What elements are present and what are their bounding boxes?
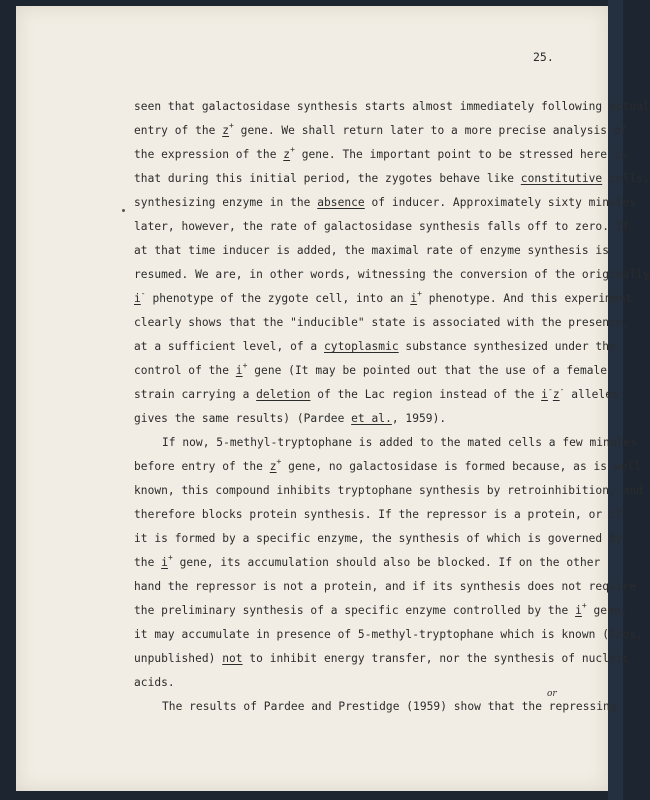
text-line: the i+ gene, its accumulation should also be blocked. If on the other [134,553,601,569]
text-line: known, this compound inhibits tryptophane synthesis by retroinhibition, and [134,484,643,497]
text-line: therefore blocks protein synthesis. If the repressor is a protein, or if [134,508,623,521]
text-line: at a sufficient level, of a cytoplasmic substance synthesized under the [134,340,616,353]
text-line: i- phenotype of the zygote cell, into an i+ phenotype. And this experiment [134,289,633,305]
handwritten-annotation: or [547,689,557,699]
text-line: the preliminary synthesis of a specific enzyme controlled by the i+ gene, [134,601,628,617]
text-line: seen that galactosidase synthesis starts almost immediately following actual [134,100,650,113]
text-line: at that time inducer is added, the maximal rate of enzyme synthesis is [134,244,609,257]
text-line: later, however, the rate of galactosidase synthesis falls off to zero. If [134,220,630,233]
text-line: synthesizing enzyme in the absence of inducer. Approximately sixty minutes [134,196,637,209]
text-line: hand the repressor is not a protein, and if its synthesis does not require [134,580,637,593]
text-line: unpublished) not to inhibit energy transfer, nor the synthesis of nucleic [134,652,630,665]
text-line: the expression of the z+ gene. The important point to be stressed here is [134,145,628,161]
text-line: If now, 5-methyl-tryptophane is added to the mated cells a few minutes [162,436,637,449]
text-line: that during this initial period, the zygotes behave like constitutive cells, [134,172,650,185]
margin-mark [122,209,125,212]
text-line: it may accumulate in presence of 5-methyl-tryptophane which is known (Gros, [134,628,643,641]
text-line: entry of the z+ gene. We shall return later to a more precise analysis of [134,121,628,137]
text-line: before entry of the z+ gene, no galactosidase is formed because, as is well [134,457,642,473]
text-line: acids. [134,676,175,689]
text-line: clearly shows that the "inducible" state is associated with the presence, [134,316,630,329]
text-line: strain carrying a deletion of the Lac region instead of the i-z- alleles [134,385,619,401]
page-number: 25. [533,50,554,64]
text-line: resumed. We are, in other words, witnessing the conversion of the originally [134,268,650,281]
text-line: gives the same results) (Pardee et al., 1959). [134,412,447,425]
text-line: it is formed by a specific enzyme, the synthesis of which is governed by [134,532,623,545]
text-line: control of the i+ gene (It may be pointed out that the use of a female [134,361,608,377]
text-line: The results of Pardee and Prestidge (1959) show that the repressing [162,700,617,713]
